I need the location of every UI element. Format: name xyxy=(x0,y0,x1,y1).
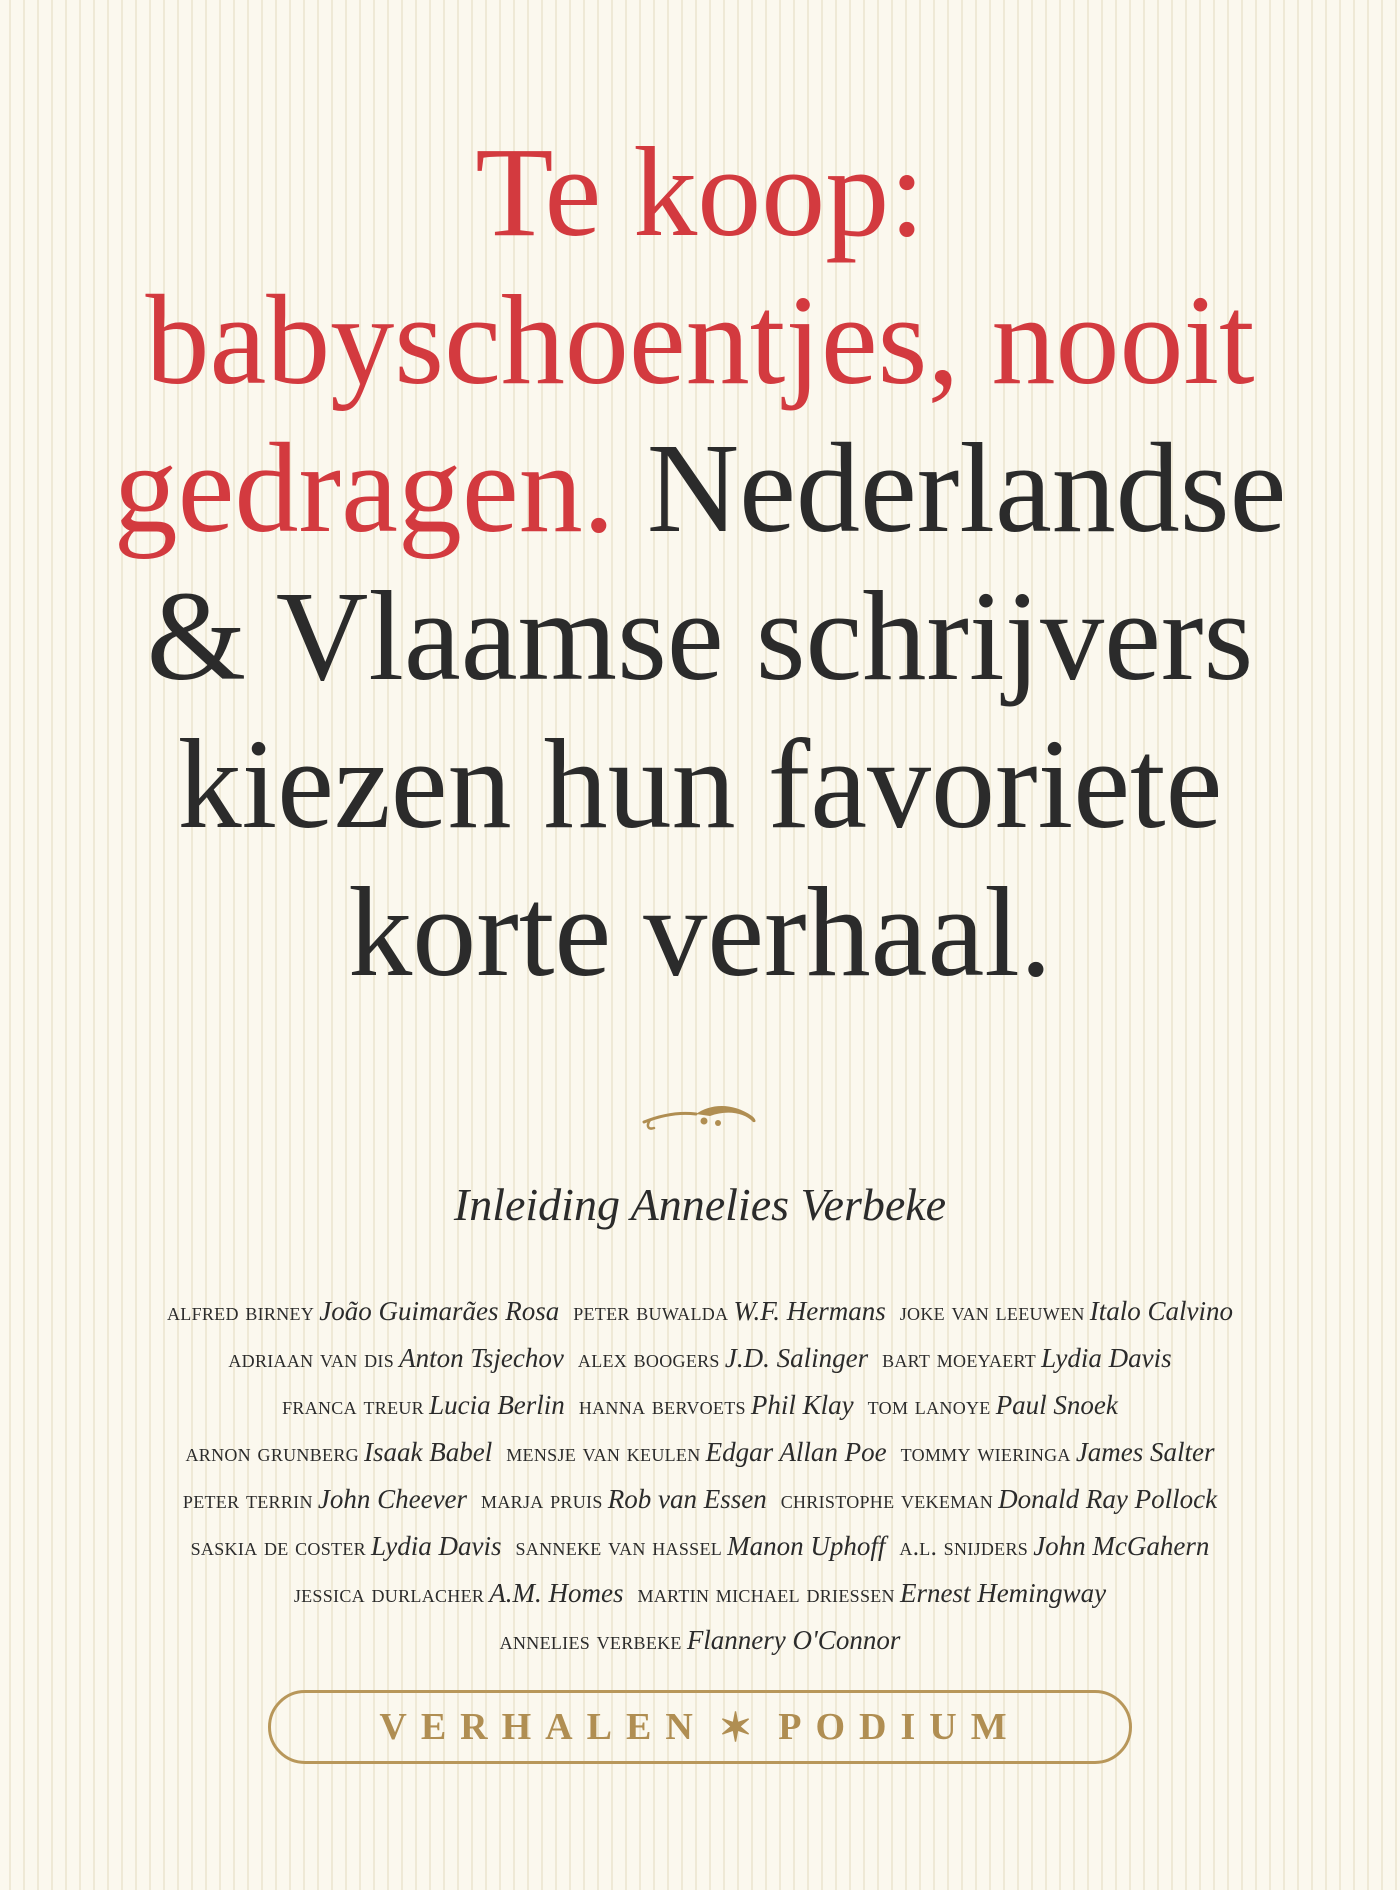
title-line-2: babyschoentjes, nooit xyxy=(145,269,1255,411)
chosen-writer: W.F. Hermans xyxy=(733,1296,886,1326)
title-line-5: kiezen hun favoriete xyxy=(177,713,1223,855)
contributor-pair xyxy=(515,1531,886,1561)
contributor-pair xyxy=(499,1625,901,1655)
contributor-pair xyxy=(185,1437,493,1467)
contributor-line xyxy=(0,1335,1400,1382)
title-line-3-red: gedragen. xyxy=(113,417,615,559)
contributor-author: annelies verbeke xyxy=(499,1628,682,1655)
contributor-pair xyxy=(166,1296,560,1326)
contributor-line xyxy=(0,1382,1400,1429)
contributor-author: tommy wieringa xyxy=(900,1440,1071,1467)
contributor-author: marja pruis xyxy=(481,1487,603,1514)
cover-title xyxy=(0,118,1400,1006)
contributor-author: peter terrin xyxy=(182,1487,313,1514)
leaf-flourish-icon xyxy=(640,1096,760,1136)
contributor-line xyxy=(0,1570,1400,1617)
contributor-line xyxy=(0,1523,1400,1570)
contributor-pair xyxy=(282,1390,565,1420)
chosen-writer: Manon Uphoff xyxy=(727,1531,886,1561)
contributor-pair xyxy=(578,1390,854,1420)
contributor-author: joke van leeuwen xyxy=(899,1299,1085,1326)
chosen-writer: Italo Calvino xyxy=(1089,1296,1234,1326)
contributor-author: martin michael driessen xyxy=(637,1581,895,1608)
chosen-writer: Lucia Berlin xyxy=(429,1390,565,1420)
chosen-writer: Phil Klay xyxy=(750,1390,854,1420)
chosen-writer: Edgar Allan Poe xyxy=(705,1437,887,1467)
contributor-pair xyxy=(190,1531,502,1561)
contributor-author: sanneke van hassel xyxy=(515,1534,723,1561)
contributor-pair xyxy=(577,1343,869,1373)
star-icon: ✶ xyxy=(718,1704,753,1750)
title-line-6: korte verhaal. xyxy=(348,861,1052,1003)
contributor-pair xyxy=(899,1531,1210,1561)
chosen-writer: Lydia Davis xyxy=(1041,1343,1172,1373)
chosen-writer: John McGahern xyxy=(1033,1531,1210,1561)
contributor-author: alex boogers xyxy=(577,1346,720,1373)
contributor-line xyxy=(0,1617,1400,1664)
chosen-writer: A.M. Homes xyxy=(489,1578,624,1608)
chosen-writer: João Guimarães Rosa xyxy=(319,1296,560,1326)
chosen-writer: Isaak Babel xyxy=(364,1437,493,1467)
series-badge xyxy=(268,1690,1132,1764)
contributor-line xyxy=(0,1476,1400,1523)
contributor-list xyxy=(0,1288,1400,1664)
contributor-pair xyxy=(481,1484,767,1514)
contributor-pair xyxy=(899,1296,1234,1326)
contributor-pair xyxy=(867,1390,1118,1420)
chosen-writer: Flannery O'Connor xyxy=(686,1625,901,1655)
contributor-author: alfred birney xyxy=(166,1299,315,1326)
title-line-3-black: Nederlandse xyxy=(646,417,1287,559)
contributor-pair xyxy=(228,1343,564,1373)
series-name-right: PODIUM xyxy=(778,1706,1021,1748)
chosen-writer: Paul Snoek xyxy=(995,1390,1118,1420)
contributor-pair xyxy=(900,1437,1215,1467)
chosen-writer: Ernest Hemingway xyxy=(899,1578,1107,1608)
contributor-author: hanna bervoets xyxy=(578,1393,746,1420)
contributor-author: bart moeyaert xyxy=(882,1346,1037,1373)
title-line-4: & Vlaamse schrijvers xyxy=(146,565,1254,707)
introduction-credit: Inleiding Annelies Verbeke xyxy=(453,1179,947,1230)
contributor-author: christophe vekeman xyxy=(780,1487,994,1514)
contributor-pair xyxy=(182,1484,468,1514)
contributor-pair xyxy=(506,1437,887,1467)
contributor-author: peter buwalda xyxy=(573,1299,729,1326)
contributor-pair xyxy=(637,1578,1107,1608)
chosen-writer: Anton Tsjechov xyxy=(399,1343,564,1373)
contributor-line xyxy=(0,1429,1400,1476)
contributor-author: saskia de coster xyxy=(190,1534,366,1561)
contributor-author: jessica durlacher xyxy=(293,1581,485,1608)
contributor-author: franca treur xyxy=(282,1393,424,1420)
chosen-writer: Rob van Essen xyxy=(607,1484,767,1514)
contributor-author: mensje van keulen xyxy=(506,1440,701,1467)
contributor-pair xyxy=(573,1296,886,1326)
contributor-pair xyxy=(882,1343,1172,1373)
chosen-writer: Donald Ray Pollock xyxy=(998,1484,1218,1514)
title-line-1: Te koop: xyxy=(475,121,925,263)
contributor-pair xyxy=(780,1484,1218,1514)
chosen-writer: J.D. Salinger xyxy=(724,1343,869,1373)
contributor-line xyxy=(0,1288,1400,1335)
chosen-writer: Lydia Davis xyxy=(371,1531,502,1561)
contributor-author: arnon grunberg xyxy=(185,1440,359,1467)
chosen-writer: James Salter xyxy=(1075,1437,1215,1467)
series-name-left: VERHALEN xyxy=(379,1706,707,1748)
contributor-pair xyxy=(293,1578,624,1608)
chosen-writer: John Cheever xyxy=(317,1484,468,1514)
title-line-3 xyxy=(0,414,1400,562)
contributor-author: tom lanoye xyxy=(867,1393,991,1420)
contributor-author: adriaan van dis xyxy=(228,1346,395,1373)
contributor-author: a.l. snijders xyxy=(899,1534,1029,1561)
